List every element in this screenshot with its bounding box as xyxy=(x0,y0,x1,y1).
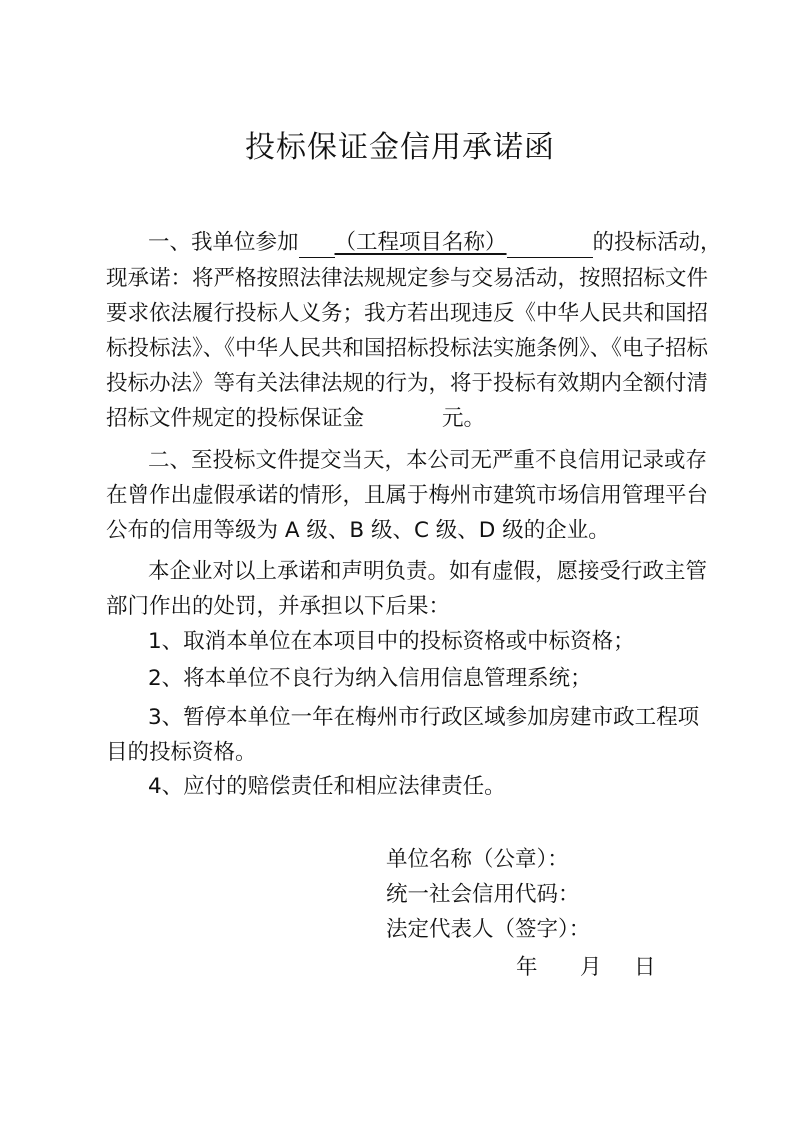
project-name-blank-left xyxy=(299,233,335,258)
consequence-item-4: 4、应付的赔偿责任和相应法律责任。 xyxy=(148,774,506,799)
consequence-item-3-line2: 目的投标资格。 xyxy=(106,740,257,765)
paragraph1-line1 xyxy=(148,228,722,258)
company-name-label: 单位名称（公章）： xyxy=(386,847,569,872)
paragraph1-suffix: 的投标活动， xyxy=(592,230,722,255)
credit-code-label: 统一社会信用代码： xyxy=(386,882,580,907)
paragraph1-line4: 标投标法》、《中华人民共和国招标投标法实施条例》、《电子招标 xyxy=(106,336,709,361)
paragraph3-line2: 部门作出的处罚，并承担以下后果： xyxy=(106,594,451,619)
deposit-label: 招标文件规定的投标保证金 xyxy=(106,406,365,431)
consequence-item-1: 1、取消本单位在本项目中的投标资格或中标资格； xyxy=(148,629,635,654)
paragraph1-line6 xyxy=(106,404,485,434)
paragraph1-prefix: 一、我单位参加 xyxy=(148,230,299,255)
paragraph2-line3: 公布的信用等级为 A 级、B 级、C 级、D 级的企业。 xyxy=(106,518,610,543)
project-name-placeholder: （工程项目名称） xyxy=(334,230,507,255)
paragraph1-line2: 现承诺：将严格按照法律法规规定参与交易活动，按照招标文件 xyxy=(106,266,709,291)
paragraph1-line3: 要求依法履行投标人义务；我方若出现违反《中华人民共和国招 xyxy=(106,301,709,326)
project-name-blank-right xyxy=(507,233,593,258)
date-month-label: 月 xyxy=(580,955,602,980)
paragraph2-line2: 在曾作出虚假承诺的情形，且属于梅州市建筑市场信用管理平台 xyxy=(106,483,709,508)
deposit-unit: 元。 xyxy=(442,406,486,431)
consequence-item-3-line1: 3、暂停本单位一年在梅州市行政区域参加房建市政工程项 xyxy=(148,705,700,730)
paragraph1-line5: 投标办法》等有关法律法规的行为，将于投标有效期内全额付清 xyxy=(106,371,709,396)
paragraph3-line1: 本企业对以上承诺和声明负责。如有虚假，愿接受行政主管 xyxy=(148,559,708,584)
consequence-item-2: 2、将本单位不良行为纳入信用信息管理系统； xyxy=(148,666,592,691)
document-title: 投标保证金信用承诺函 xyxy=(245,130,555,165)
date-day-label: 日 xyxy=(634,955,656,980)
paragraph2-line1: 二、至投标文件提交当天，本公司无严重不良信用记录或存 xyxy=(148,448,708,473)
date-year-label: 年 xyxy=(516,955,538,980)
legal-representative-label: 法定代表人（签字）： xyxy=(386,917,591,942)
